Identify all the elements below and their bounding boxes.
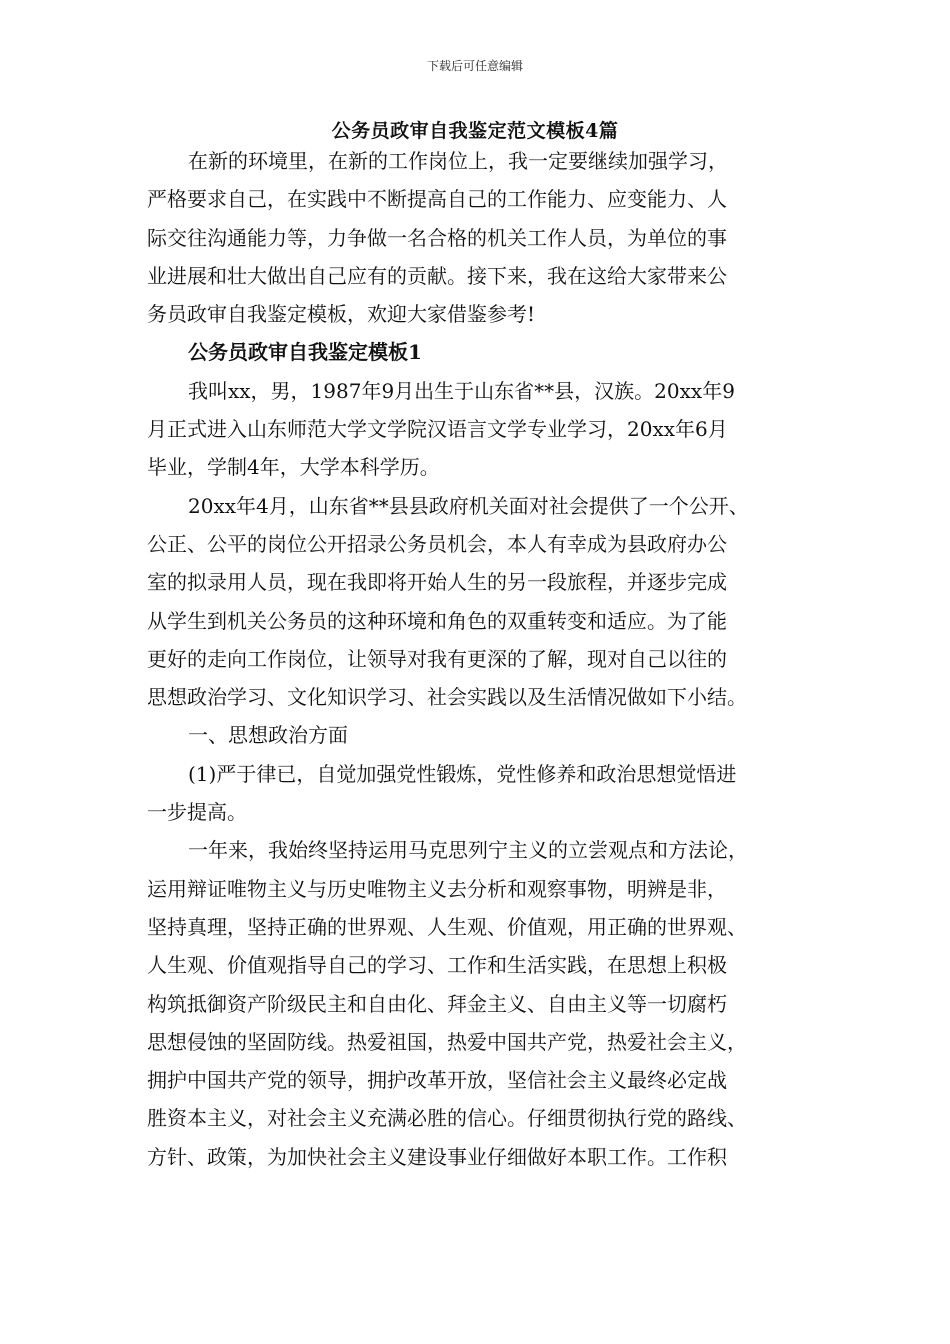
body-line: 思想政治学习、文化知识学习、社会实践以及生活情况做如下小结。 [147,685,747,710]
body-line: 一、思想政治方面 [188,723,348,748]
body-line: 构筑抵御资产阶级民主和自由化、拜金主义、自由主义等一切腐朽 [147,991,727,1016]
body-line: (1)严于律已，自觉加强党性锻炼，党性修养和政治思想觉悟进 [188,761,737,786]
body-line: 20xx年4月，山东省**县县政府机关面对社会提供了一个公开、 [188,493,749,518]
body-line: 更好的走向工作岗位，让领导对我有更深的了解，现对自己以往的 [147,646,727,671]
body-line: 方针、政策，为加快社会主义建设事业仔细做好本职工作。工作积 [147,1144,727,1169]
body-line: 拥护中国共产党的领导，拥护改革开放，坚信社会主义最终必定战 [147,1068,727,1093]
body-line: 务员政审自我鉴定模板，欢迎大家借鉴参考! [147,302,536,327]
body-line: 人生观、价值观指导自己的学习、工作和生活实践，在思想上积极 [147,953,727,978]
document-body [147,142,807,1176]
document-title: 公务员政审自我鉴定范文模板4篇 [331,120,619,142]
body-line: 月正式进入山东师范大学文学院汉语言文学专业学习，20xx年6月 [147,417,728,442]
body-line: 公正、公平的岗位公开招录公务员机会，本人有幸成为县政府办公 [147,531,727,556]
body-line: 毕业，学制4年，大学本科学历。 [147,455,440,480]
body-line: 思想侵蚀的坚固防线。热爱祖国，热爱中国共产党，热爱社会主义， [147,1029,747,1054]
body-line: 坚持真理，坚持正确的世界观、人生观、价值观，用正确的世界观、 [147,914,747,939]
body-line: 严格要求自己，在实践中不断提高自己的工作能力、应变能力、人 [147,187,727,212]
body-line: 一年来，我始终坚持运用马克思列宁主义的立尝观点和方法论， [188,838,748,863]
body-line: 从学生到机关公务员的这种环境和角色的双重转变和适应。为了能 [147,608,727,633]
body-line: 室的拟录用人员，现在我即将开始人生的另一段旅程，并逐步完成 [147,570,727,595]
body-line: 业进展和壮大做出自己应有的贡献。接下来，我在这给大家带来公 [147,263,727,288]
section-heading: 公务员政审自我鉴定模板1 [188,340,422,365]
body-line: 胜资本主义，对社会主义充满必胜的信心。仔细贯彻执行党的路线、 [147,1106,747,1131]
body-line: 一步提高。 [147,800,247,825]
body-line: 运用辩证唯物主义与历史唯物主义去分析和观察事物，明辨是非， [147,876,727,901]
body-line: 我叫xx，男，1987年9月出生于山东省**县，汉族。20xx年9 [188,378,735,403]
body-line: 际交往沟通能力等，力争做一名合格的机关工作人员，为单位的事 [147,225,727,250]
body-line: 在新的环境里，在新的工作岗位上，我一定要继续加强学习， [188,149,728,173]
header-note: 下载后可任意编辑 [426,59,523,73]
